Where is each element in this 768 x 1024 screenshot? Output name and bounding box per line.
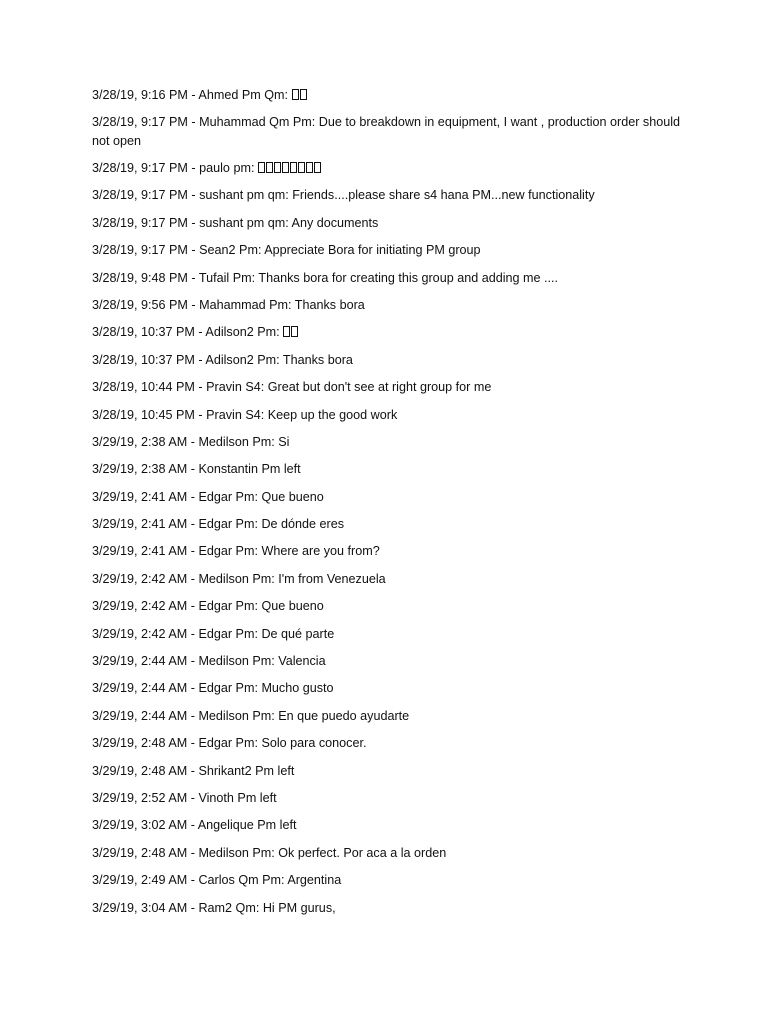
message-timestamp: 3/29/19, 2:41 AM bbox=[92, 489, 188, 504]
message-author: Mahammad Pm bbox=[199, 297, 289, 312]
missing-glyph-box bbox=[314, 162, 321, 173]
separator: - bbox=[187, 544, 199, 559]
message-author: Pravin S4 bbox=[206, 380, 261, 395]
chat-line bbox=[92, 269, 682, 287]
message-author: Adilson2 Pm bbox=[205, 352, 277, 367]
separator: - bbox=[187, 873, 199, 888]
chat-line bbox=[92, 652, 682, 670]
message-author: Medilson Pm bbox=[198, 654, 272, 669]
message-text: Vinoth Pm left bbox=[198, 790, 277, 805]
separator: : bbox=[281, 873, 288, 888]
chat-line bbox=[92, 570, 682, 588]
message-author: Ahmed Pm Qm bbox=[198, 88, 285, 102]
message-author: Edgar Pm bbox=[198, 517, 255, 532]
missing-glyph-box bbox=[282, 162, 289, 173]
separator: - bbox=[187, 517, 199, 532]
separator: : bbox=[254, 736, 262, 751]
message-timestamp: 3/29/19, 2:42 AM bbox=[92, 599, 188, 614]
separator: : bbox=[285, 215, 292, 230]
message-author: Muhammad Qm Pm bbox=[199, 115, 312, 130]
separator: : bbox=[271, 571, 279, 586]
message-text: Que bueno bbox=[261, 599, 324, 614]
separator: - bbox=[187, 708, 199, 723]
message-text bbox=[283, 325, 299, 339]
chat-line bbox=[92, 762, 682, 780]
message-timestamp: 3/29/19, 2:44 AM bbox=[92, 708, 188, 723]
message-timestamp: 3/28/19, 10:37 PM bbox=[92, 325, 195, 340]
separator: - bbox=[187, 763, 199, 778]
message-text: De dónde eres bbox=[261, 517, 345, 532]
message-author: Pravin S4 bbox=[206, 407, 261, 422]
message-text: Hi PM gurus, bbox=[262, 900, 336, 915]
chat-line bbox=[92, 899, 682, 917]
message-author: Edgar Pm bbox=[198, 489, 255, 504]
chat-line bbox=[92, 241, 682, 259]
separator: : bbox=[254, 681, 262, 696]
separator: - bbox=[187, 243, 200, 258]
message-timestamp: 3/28/19, 10:45 PM bbox=[92, 407, 195, 422]
missing-glyph-box bbox=[283, 326, 290, 337]
missing-glyph-box bbox=[266, 162, 273, 173]
message-text: Any documents bbox=[291, 215, 379, 230]
separator: - bbox=[187, 599, 199, 614]
separator: - bbox=[187, 462, 199, 477]
chat-log bbox=[92, 86, 682, 926]
separator: - bbox=[187, 270, 199, 285]
chat-line bbox=[92, 351, 682, 369]
message-timestamp: 3/29/19, 2:41 AM bbox=[92, 544, 188, 559]
message-text: Friends....please share s4 hana PM...new functionality bbox=[292, 188, 595, 203]
separator: : bbox=[260, 380, 268, 395]
separator: : bbox=[255, 900, 263, 915]
separator: - bbox=[187, 297, 200, 312]
message-timestamp: 3/29/19, 2:49 AM bbox=[92, 873, 188, 888]
message-author: Edgar Pm bbox=[198, 626, 255, 641]
separator: - bbox=[187, 88, 199, 102]
message-timestamp: 3/29/19, 2:48 AM bbox=[92, 736, 188, 751]
message-text: Great but don't see at right group for me bbox=[267, 380, 492, 395]
chat-line bbox=[92, 214, 682, 232]
message-timestamp: 3/29/19, 2:42 AM bbox=[92, 626, 188, 641]
separator: - bbox=[187, 188, 200, 203]
message-text: I'm from Venezuela bbox=[278, 571, 386, 586]
separator: - bbox=[187, 215, 200, 230]
separator: - bbox=[194, 380, 207, 395]
missing-glyph-box bbox=[291, 326, 298, 337]
message-author: Edgar Pm bbox=[198, 736, 255, 751]
message-timestamp: 3/28/19, 9:17 PM bbox=[92, 160, 188, 175]
message-timestamp: 3/29/19, 2:38 AM bbox=[92, 462, 188, 477]
missing-glyph-box bbox=[298, 162, 305, 173]
chat-line bbox=[92, 296, 682, 314]
separator: - bbox=[187, 900, 199, 915]
chat-line bbox=[92, 789, 682, 807]
chat-line bbox=[92, 323, 682, 341]
chat-line bbox=[92, 679, 682, 697]
separator: : bbox=[254, 626, 262, 641]
message-author: Edgar Pm bbox=[198, 681, 255, 696]
message-timestamp: 3/28/19, 9:17 PM bbox=[92, 215, 188, 230]
message-author: Sean2 Pm bbox=[199, 243, 258, 258]
separator: - bbox=[194, 352, 206, 367]
message-text: Thanks bora bbox=[294, 297, 365, 312]
message-author: Edgar Pm bbox=[198, 544, 255, 559]
separator: - bbox=[187, 571, 199, 586]
chat-line bbox=[92, 113, 682, 149]
chat-line bbox=[92, 433, 682, 451]
message-text: Ok perfect. Por aca a la orden bbox=[278, 845, 447, 860]
separator: - bbox=[194, 407, 207, 422]
chat-line bbox=[92, 542, 682, 560]
message-text: Mucho gusto bbox=[261, 681, 334, 696]
separator: : bbox=[254, 544, 262, 559]
chat-line bbox=[92, 734, 682, 752]
message-text: Shrikant2 Pm left bbox=[198, 763, 295, 778]
message-author: Edgar Pm bbox=[198, 599, 255, 614]
message-timestamp: 3/29/19, 2:38 AM bbox=[92, 434, 188, 449]
chat-line bbox=[92, 597, 682, 615]
message-timestamp: 3/29/19, 3:04 AM bbox=[92, 900, 188, 915]
chat-line bbox=[92, 515, 682, 533]
chat-line bbox=[92, 816, 682, 834]
message-timestamp: 3/28/19, 9:48 PM bbox=[92, 270, 188, 285]
message-text: Due to breakdown in equipment, I want , production order should not open bbox=[92, 115, 681, 148]
message-text: Valencia bbox=[278, 654, 326, 669]
chat-line bbox=[92, 871, 682, 889]
message-author: sushant pm qm bbox=[199, 188, 286, 203]
separator: - bbox=[194, 325, 206, 340]
message-text: Appreciate Bora for initiating PM group bbox=[264, 243, 481, 258]
message-timestamp: 3/28/19, 10:37 PM bbox=[92, 352, 195, 367]
message-text: Argentina bbox=[287, 873, 342, 888]
message-timestamp: 3/29/19, 2:44 AM bbox=[92, 681, 188, 696]
separator: : bbox=[271, 845, 279, 860]
chat-line bbox=[92, 844, 682, 862]
separator: : bbox=[257, 243, 265, 258]
missing-glyph-box bbox=[300, 89, 307, 100]
separator: - bbox=[187, 790, 199, 805]
message-timestamp: 3/28/19, 10:44 PM bbox=[92, 380, 195, 395]
separator: : bbox=[260, 407, 268, 422]
message-author: Tufail Pm bbox=[198, 270, 252, 285]
separator: - bbox=[187, 654, 199, 669]
separator: : bbox=[276, 352, 283, 367]
message-text bbox=[258, 161, 322, 175]
message-text: Thanks bora bbox=[282, 352, 353, 367]
separator: : bbox=[276, 325, 284, 340]
message-text bbox=[292, 88, 308, 102]
missing-glyph-box bbox=[258, 162, 265, 173]
separator: : bbox=[254, 599, 262, 614]
separator: - bbox=[187, 818, 198, 833]
message-timestamp: 3/29/19, 3:02 AM bbox=[92, 818, 188, 833]
chat-line bbox=[92, 186, 682, 204]
message-text: En que puedo ayudarte bbox=[278, 708, 410, 723]
message-text: Thanks bora for creating this group and adding me .... bbox=[258, 270, 559, 285]
message-author: Carlos Qm Pm bbox=[198, 873, 282, 888]
separator: - bbox=[187, 115, 200, 130]
message-text: Keep up the good work bbox=[267, 407, 398, 422]
message-text: Si bbox=[278, 434, 290, 449]
message-text: Solo para conocer. bbox=[261, 736, 367, 751]
message-author: Medilson Pm bbox=[198, 708, 272, 723]
separator: - bbox=[187, 434, 199, 449]
message-text: Angelique Pm left bbox=[197, 818, 297, 833]
separator: : bbox=[285, 188, 293, 203]
chat-line bbox=[92, 86, 682, 104]
chat-line bbox=[92, 625, 682, 643]
missing-glyph-box bbox=[292, 89, 299, 100]
missing-glyph-box bbox=[290, 162, 297, 173]
missing-glyph-box bbox=[306, 162, 313, 173]
message-timestamp: 3/29/19, 2:44 AM bbox=[92, 654, 188, 669]
message-author: Medilson Pm bbox=[198, 571, 272, 586]
message-text: Konstantin Pm left bbox=[198, 462, 301, 477]
separator: : bbox=[251, 270, 259, 285]
separator: : bbox=[284, 88, 292, 102]
separator: - bbox=[187, 626, 199, 641]
separator: : bbox=[250, 160, 258, 175]
separator: : bbox=[311, 115, 319, 130]
message-timestamp: 3/28/19, 9:17 PM bbox=[92, 115, 188, 130]
separator: - bbox=[187, 845, 199, 860]
chat-line bbox=[92, 159, 682, 177]
message-timestamp: 3/28/19, 9:56 PM bbox=[92, 297, 188, 312]
message-text: Where are you from? bbox=[261, 544, 380, 559]
message-author: sushant pm qm bbox=[199, 215, 286, 230]
message-timestamp: 3/29/19, 2:48 AM bbox=[92, 763, 188, 778]
separator: : bbox=[254, 517, 262, 532]
separator: : bbox=[271, 434, 279, 449]
separator: : bbox=[271, 708, 279, 723]
message-timestamp: 3/28/19, 9:16 PM bbox=[92, 88, 188, 102]
message-timestamp: 3/29/19, 2:42 AM bbox=[92, 571, 188, 586]
separator: - bbox=[187, 489, 199, 504]
message-text: De qué parte bbox=[261, 626, 335, 641]
separator: : bbox=[254, 489, 262, 504]
message-timestamp: 3/29/19, 2:52 AM bbox=[92, 790, 188, 805]
message-timestamp: 3/28/19, 9:17 PM bbox=[92, 243, 188, 258]
message-author: Medilson Pm bbox=[198, 434, 272, 449]
chat-line bbox=[92, 488, 682, 506]
message-author: Ram2 Qm bbox=[198, 900, 256, 915]
separator: : bbox=[271, 654, 279, 669]
message-timestamp: 3/29/19, 2:41 AM bbox=[92, 517, 188, 532]
chat-line bbox=[92, 460, 682, 478]
separator: - bbox=[187, 736, 199, 751]
message-timestamp: 3/28/19, 9:17 PM bbox=[92, 188, 188, 203]
separator: - bbox=[187, 160, 200, 175]
separator: - bbox=[187, 681, 199, 696]
message-timestamp: 3/29/19, 2:48 AM bbox=[92, 845, 188, 860]
separator: : bbox=[288, 297, 295, 312]
message-author: paulo pm bbox=[199, 160, 251, 175]
chat-line bbox=[92, 378, 682, 396]
chat-line bbox=[92, 707, 682, 725]
chat-line bbox=[92, 406, 682, 424]
message-author: Adilson2 Pm bbox=[205, 325, 277, 340]
message-author: Medilson Pm bbox=[198, 845, 272, 860]
message-text: Que bueno bbox=[261, 489, 324, 504]
missing-glyph-box bbox=[274, 162, 281, 173]
